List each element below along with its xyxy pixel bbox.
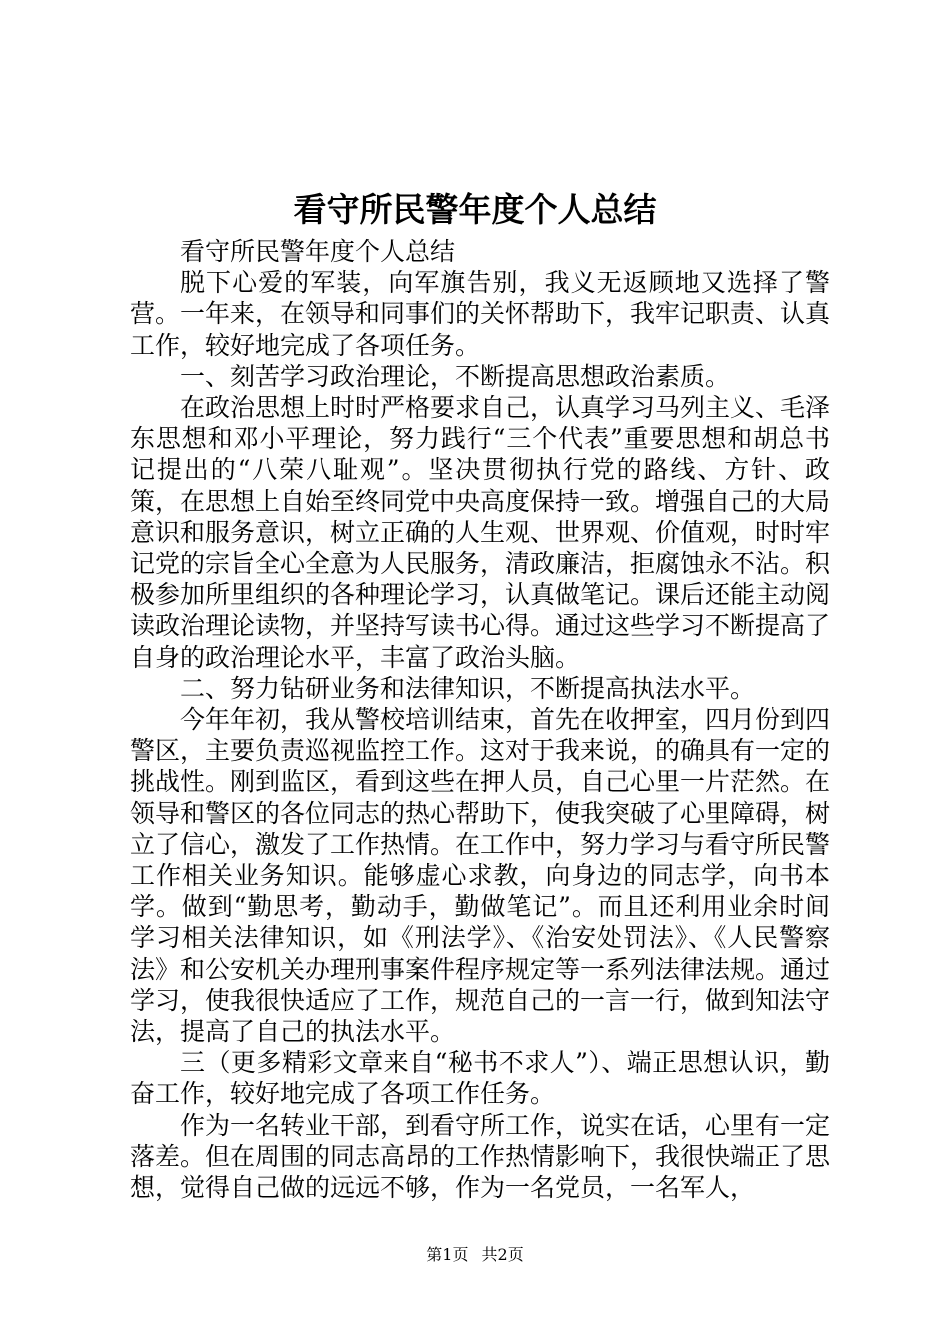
document-body (130, 236, 830, 1203)
section-heading-3: 三（更多精彩文章来自“秘书不求人”）、端正思想认识，勤奋工作，较好地完成了各项工作任务。 (130, 1048, 830, 1109)
paragraph-section-3: 作为一名转业干部，到看守所工作，说实在话，心里有一定落差。但在周围的同志高昂的工作热情影响下，我很快端正了思想，觉得自己做的远远不够，作为一名党员，一名军人， (130, 1110, 831, 1203)
section-heading-2: 二、努力钻研业务和法律知识，不断提高执法水平。 (180, 673, 756, 703)
page-footer (0, 1245, 950, 1265)
document-title: 看守所民警年度个人总结 (293, 190, 657, 229)
page-total: 共2页 (481, 1245, 524, 1264)
paragraph-subtitle: 看守所民警年度个人总结 (180, 237, 456, 266)
paragraph-section-1: 在政治思想上时时严格要求自己，认真学习马列主义、毛泽东思想和邓小平理论，努力践行“三个代表”重要思想和胡总书记提出的“八荣八耻观”。坚决贯彻执行党的路线、方针、政策，在思想上自始至终同党中央高度保持一致。增强自己的大局意识和服务意识，树立正确的人生观、世界观、价值观，时时牢记党的宗旨全心全意为人民服务，清政廉洁，拒腐蚀永不沾。积极参加所里组织的各种理论学习，认真做笔记。课后还能主动阅读政治理论读物，并坚持写读书心得。通过这些学习不断提高了自身的政治理论水平，丰富了政治头脑。 (130, 393, 831, 672)
paragraph-intro: 脱下心爱的军装，向军旗告别，我义无返顾地又选择了警营。一年来，在领导和同事们的关怀帮助下，我牢记职责、认真工作，较好地完成了各项任务。 (130, 268, 831, 360)
page-number: 第1页 (426, 1245, 469, 1264)
paragraph-section-2: 今年年初，我从警校培训结束，首先在收押室，四月份到四警区，主要负责巡视监控工作。这对于我来说，的确具有一定的挑战性。刚到监区，看到这些在押人员，自己心里一片茫然。在领导和警区的各位同志的热心帮助下，使我突破了心里障碍，树立了信心，激发了工作热情。在工作中，努力学习与看守所民警工作相关业务知识。能够虚心求教，向身边的同志学，向书本学。做到“勤思考，勤动手，勤做笔记”。而且还利用业余时间学习相关法律知识，如《刑法学》、《治安处罚法》、《人民警察法》和公安机关办理刑事案件程序规定等一系列法律法规。通过学习，使我很快适应了工作，规范自己的一言一行，做到知法守法，提高了自己的执法水平。 (130, 705, 831, 1047)
section-heading-1: 一、刻苦学习政治理论，不断提高思想政治素质。 (180, 361, 731, 391)
